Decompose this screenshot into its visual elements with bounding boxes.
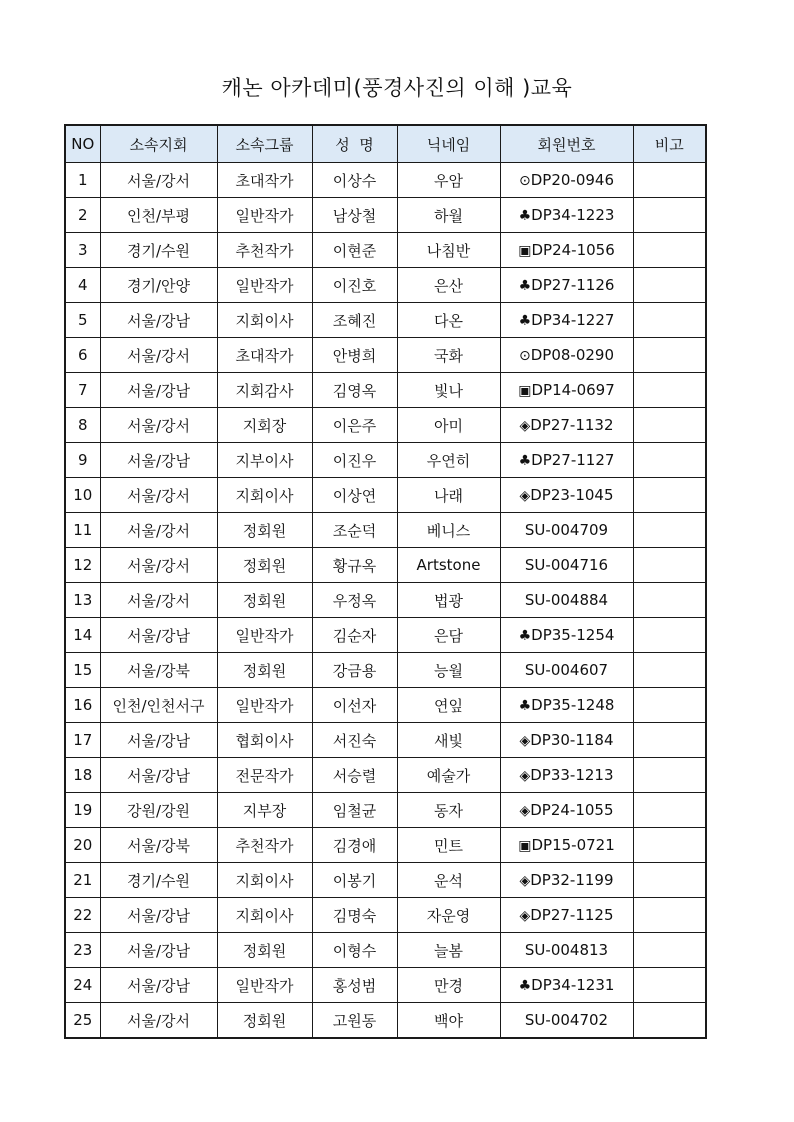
cell-member-id (500, 303, 633, 338)
cell-nickname: 나래 (397, 478, 500, 513)
cell-name: 김명숙 (312, 898, 397, 933)
header-name: 성 명 (312, 125, 397, 163)
member-type-icon: ▣ (518, 243, 532, 259)
cell-no: 25 (65, 1003, 100, 1039)
cell-note (633, 898, 706, 933)
page-title: 캐논 아카데미(풍경사진의 이해 )교육 (221, 76, 573, 100)
member-type-icon: ♣ (518, 453, 532, 469)
cell-no: 10 (65, 478, 100, 513)
table-row (65, 163, 706, 198)
cell-nickname: 아미 (397, 408, 500, 443)
cell-branch: 서울/강남 (100, 618, 217, 653)
member-id-text: DP15-0721 (531, 836, 615, 854)
member-type-icon: ◈ (519, 873, 531, 889)
cell-branch: 서울/강남 (100, 443, 217, 478)
member-id-text: DP33-1213 (530, 766, 614, 784)
table-row (65, 688, 706, 723)
cell-nickname: 베니스 (397, 513, 500, 548)
cell-member-id (500, 898, 633, 933)
cell-note (633, 793, 706, 828)
cell-branch: 서울/강서 (100, 408, 217, 443)
cell-no: 24 (65, 968, 100, 1003)
member-id-text: SU-004884 (524, 591, 609, 609)
cell-nickname: 새빛 (397, 723, 500, 758)
table-row (65, 513, 706, 548)
cell-nickname: 만경 (397, 968, 500, 1003)
member-id-text: DP30-1184 (530, 731, 614, 749)
cell-name: 홍성범 (312, 968, 397, 1003)
member-id-text: DP27-1125 (530, 906, 614, 924)
cell-name: 고원동 (312, 1003, 397, 1039)
cell-branch: 인천/인천서구 (100, 688, 217, 723)
cell-name: 우정옥 (312, 583, 397, 618)
member-type-icon: ▣ (518, 383, 532, 399)
cell-nickname: 국화 (397, 338, 500, 373)
member-type-icon: ◈ (519, 488, 531, 504)
header-note: 비고 (633, 125, 706, 163)
cell-no: 4 (65, 268, 100, 303)
member-id-text: SU-004709 (524, 521, 609, 539)
table-row (65, 268, 706, 303)
cell-member-id (500, 163, 633, 198)
cell-note (633, 513, 706, 548)
cell-branch: 서울/강남 (100, 898, 217, 933)
cell-no: 13 (65, 583, 100, 618)
member-id-text: DP34-1223 (531, 206, 615, 224)
cell-branch: 경기/수원 (100, 233, 217, 268)
member-id-text: DP08-0290 (530, 346, 614, 364)
cell-note (633, 548, 706, 583)
cell-branch: 서울/강서 (100, 1003, 217, 1039)
cell-group: 지부이사 (217, 443, 312, 478)
cell-branch: 서울/강서 (100, 163, 217, 198)
member-type-icon: ◈ (519, 733, 531, 749)
cell-name: 조혜진 (312, 303, 397, 338)
member-id-text: DP35-1254 (531, 626, 615, 644)
member-type-icon: ♣ (518, 628, 532, 644)
member-id-text: SU-004813 (524, 941, 609, 959)
cell-group: 일반작가 (217, 198, 312, 233)
cell-nickname: 능월 (397, 653, 500, 688)
cell-branch: 서울/강북 (100, 828, 217, 863)
table-row (65, 303, 706, 338)
cell-note (633, 583, 706, 618)
cell-no: 11 (65, 513, 100, 548)
cell-member-id (500, 513, 633, 548)
cell-note (633, 478, 706, 513)
cell-branch: 서울/강남 (100, 303, 217, 338)
cell-group: 전문작가 (217, 758, 312, 793)
cell-note (633, 268, 706, 303)
cell-nickname: 백야 (397, 1003, 500, 1039)
cell-name: 서진숙 (312, 723, 397, 758)
table-row (65, 198, 706, 233)
member-id-text: DP14-0697 (531, 381, 615, 399)
cell-group: 지회감사 (217, 373, 312, 408)
cell-name: 이진호 (312, 268, 397, 303)
member-id-text: DP34-1227 (531, 311, 615, 329)
header-branch: 소속지회 (100, 125, 217, 163)
cell-member-id (500, 793, 633, 828)
cell-member-id (500, 618, 633, 653)
cell-name: 이현준 (312, 233, 397, 268)
cell-no: 20 (65, 828, 100, 863)
cell-name: 김순자 (312, 618, 397, 653)
cell-no: 6 (65, 338, 100, 373)
cell-member-id (500, 653, 633, 688)
cell-nickname: 우연히 (397, 443, 500, 478)
cell-group: 정회원 (217, 1003, 312, 1039)
cell-member-id (500, 548, 633, 583)
cell-member-id (500, 933, 633, 968)
cell-note (633, 968, 706, 1003)
cell-group: 일반작가 (217, 688, 312, 723)
cell-name: 황규옥 (312, 548, 397, 583)
cell-name: 이은주 (312, 408, 397, 443)
member-type-icon: ♣ (518, 698, 532, 714)
member-type-icon: ◈ (519, 908, 531, 924)
member-id-text: DP24-1055 (530, 801, 614, 819)
table-row (65, 583, 706, 618)
cell-group: 추천작가 (217, 233, 312, 268)
cell-group: 정회원 (217, 548, 312, 583)
cell-no: 12 (65, 548, 100, 583)
cell-name: 김영옥 (312, 373, 397, 408)
cell-member-id (500, 863, 633, 898)
member-type-icon: ♣ (518, 313, 532, 329)
cell-no: 15 (65, 653, 100, 688)
table-row (65, 373, 706, 408)
cell-group: 지회이사 (217, 303, 312, 338)
table-row (65, 898, 706, 933)
table-row (65, 548, 706, 583)
cell-group: 지회이사 (217, 478, 312, 513)
cell-group: 일반작가 (217, 268, 312, 303)
header-member-id: 회원번호 (500, 125, 633, 163)
cell-member-id (500, 268, 633, 303)
member-id-text: DP24-1056 (531, 241, 615, 259)
cell-branch: 서울/강남 (100, 758, 217, 793)
member-type-icon: ◈ (519, 803, 531, 819)
cell-branch: 서울/강서 (100, 513, 217, 548)
member-id-text: DP32-1199 (530, 871, 614, 889)
cell-group: 정회원 (217, 653, 312, 688)
cell-nickname: 하월 (397, 198, 500, 233)
table-body (65, 163, 706, 1039)
cell-no: 5 (65, 303, 100, 338)
table-row (65, 618, 706, 653)
cell-member-id (500, 968, 633, 1003)
table-row (65, 408, 706, 443)
member-id-text: DP27-1126 (531, 276, 615, 294)
member-type-icon: ◈ (519, 418, 531, 434)
cell-name: 조순덕 (312, 513, 397, 548)
cell-member-id (500, 1003, 633, 1039)
table-row (65, 968, 706, 1003)
cell-no: 23 (65, 933, 100, 968)
member-type-icon: ♣ (518, 208, 532, 224)
cell-no: 1 (65, 163, 100, 198)
cell-member-id (500, 198, 633, 233)
cell-no: 8 (65, 408, 100, 443)
cell-nickname: 법광 (397, 583, 500, 618)
cell-name: 이진우 (312, 443, 397, 478)
table-row (65, 933, 706, 968)
member-id-text: SU-004702 (524, 1011, 609, 1029)
table-row (65, 338, 706, 373)
cell-member-id (500, 373, 633, 408)
table-row (65, 478, 706, 513)
member-id-text: DP20-0946 (530, 171, 614, 189)
member-type-icon: ◈ (519, 768, 531, 784)
cell-name: 김경애 (312, 828, 397, 863)
cell-no: 14 (65, 618, 100, 653)
cell-note (633, 373, 706, 408)
cell-name: 이상수 (312, 163, 397, 198)
member-type-icon: ♣ (518, 978, 532, 994)
cell-branch: 경기/수원 (100, 863, 217, 898)
cell-note (633, 443, 706, 478)
cell-no: 18 (65, 758, 100, 793)
cell-branch: 서울/강서 (100, 478, 217, 513)
member-id-text: DP27-1132 (530, 416, 614, 434)
cell-name: 이선자 (312, 688, 397, 723)
member-table (64, 124, 707, 1039)
cell-branch: 서울/강남 (100, 723, 217, 758)
cell-member-id (500, 443, 633, 478)
cell-note (633, 688, 706, 723)
member-id-text: SU-004716 (524, 556, 609, 574)
cell-nickname: 예술가 (397, 758, 500, 793)
cell-nickname: 민트 (397, 828, 500, 863)
cell-nickname: 동자 (397, 793, 500, 828)
cell-group: 지회장 (217, 408, 312, 443)
cell-member-id (500, 233, 633, 268)
table-row (65, 758, 706, 793)
cell-note (633, 723, 706, 758)
member-type-icon: ⊙ (518, 173, 531, 189)
cell-note (633, 338, 706, 373)
cell-branch: 인천/부평 (100, 198, 217, 233)
cell-group: 지회이사 (217, 863, 312, 898)
cell-group: 일반작가 (217, 618, 312, 653)
table-row (65, 828, 706, 863)
cell-member-id (500, 338, 633, 373)
cell-nickname: 운석 (397, 863, 500, 898)
cell-note (633, 1003, 706, 1039)
cell-note (633, 618, 706, 653)
cell-member-id (500, 828, 633, 863)
cell-note (633, 408, 706, 443)
table-row (65, 723, 706, 758)
cell-group: 일반작가 (217, 968, 312, 1003)
cell-member-id (500, 723, 633, 758)
header-nickname: 닉네임 (397, 125, 500, 163)
header-no: NO (65, 125, 100, 163)
cell-group: 초대작가 (217, 163, 312, 198)
cell-member-id (500, 758, 633, 793)
cell-no: 17 (65, 723, 100, 758)
cell-branch: 서울/강남 (100, 968, 217, 1003)
cell-nickname: Artstone (397, 548, 500, 583)
cell-group: 추천작가 (217, 828, 312, 863)
cell-note (633, 653, 706, 688)
header-group: 소속그룹 (217, 125, 312, 163)
cell-nickname: 연잎 (397, 688, 500, 723)
cell-name: 임철균 (312, 793, 397, 828)
cell-group: 정회원 (217, 513, 312, 548)
cell-member-id (500, 478, 633, 513)
cell-branch: 서울/강북 (100, 653, 217, 688)
cell-name: 이봉기 (312, 863, 397, 898)
member-id-text: DP35-1248 (531, 696, 615, 714)
table-row (65, 233, 706, 268)
cell-name: 이상연 (312, 478, 397, 513)
cell-note (633, 863, 706, 898)
table-row (65, 653, 706, 688)
member-type-icon: ♣ (518, 278, 532, 294)
cell-nickname: 빛나 (397, 373, 500, 408)
member-id-text: SU-004607 (524, 661, 609, 679)
cell-note (633, 933, 706, 968)
table-row (65, 1003, 706, 1039)
cell-group: 지부장 (217, 793, 312, 828)
cell-no: 16 (65, 688, 100, 723)
cell-group: 협회이사 (217, 723, 312, 758)
cell-no: 7 (65, 373, 100, 408)
cell-no: 3 (65, 233, 100, 268)
cell-group: 지회이사 (217, 898, 312, 933)
member-id-text: DP27-1127 (531, 451, 615, 469)
cell-nickname: 우암 (397, 163, 500, 198)
cell-member-id (500, 408, 633, 443)
cell-note (633, 758, 706, 793)
cell-branch: 경기/안양 (100, 268, 217, 303)
cell-name: 남상철 (312, 198, 397, 233)
member-id-text: DP23-1045 (530, 486, 614, 504)
member-type-icon: ⊙ (518, 348, 531, 364)
table-row (65, 793, 706, 828)
cell-no: 2 (65, 198, 100, 233)
cell-group: 정회원 (217, 583, 312, 618)
cell-note (633, 233, 706, 268)
cell-nickname: 다온 (397, 303, 500, 338)
cell-nickname: 은담 (397, 618, 500, 653)
cell-nickname: 자운영 (397, 898, 500, 933)
cell-group: 초대작가 (217, 338, 312, 373)
cell-nickname: 은산 (397, 268, 500, 303)
table-row (65, 863, 706, 898)
member-id-text: DP34-1231 (531, 976, 615, 994)
cell-no: 21 (65, 863, 100, 898)
member-type-icon: ▣ (518, 838, 532, 854)
cell-name: 이형수 (312, 933, 397, 968)
cell-name: 강금용 (312, 653, 397, 688)
cell-group: 정회원 (217, 933, 312, 968)
cell-note (633, 828, 706, 863)
cell-branch: 서울/강남 (100, 933, 217, 968)
cell-note (633, 303, 706, 338)
cell-note (633, 163, 706, 198)
cell-member-id (500, 688, 633, 723)
cell-no: 19 (65, 793, 100, 828)
cell-name: 안병희 (312, 338, 397, 373)
cell-branch: 서울/강서 (100, 548, 217, 583)
cell-no: 9 (65, 443, 100, 478)
cell-nickname: 나침반 (397, 233, 500, 268)
cell-branch: 서울/강서 (100, 583, 217, 618)
table-row (65, 443, 706, 478)
cell-member-id (500, 583, 633, 618)
cell-nickname: 늘봄 (397, 933, 500, 968)
cell-branch: 강원/강원 (100, 793, 217, 828)
cell-branch: 서울/강서 (100, 338, 217, 373)
cell-no: 22 (65, 898, 100, 933)
cell-branch: 서울/강남 (100, 373, 217, 408)
table-header-row (65, 125, 706, 163)
cell-name: 서승렬 (312, 758, 397, 793)
cell-note (633, 198, 706, 233)
